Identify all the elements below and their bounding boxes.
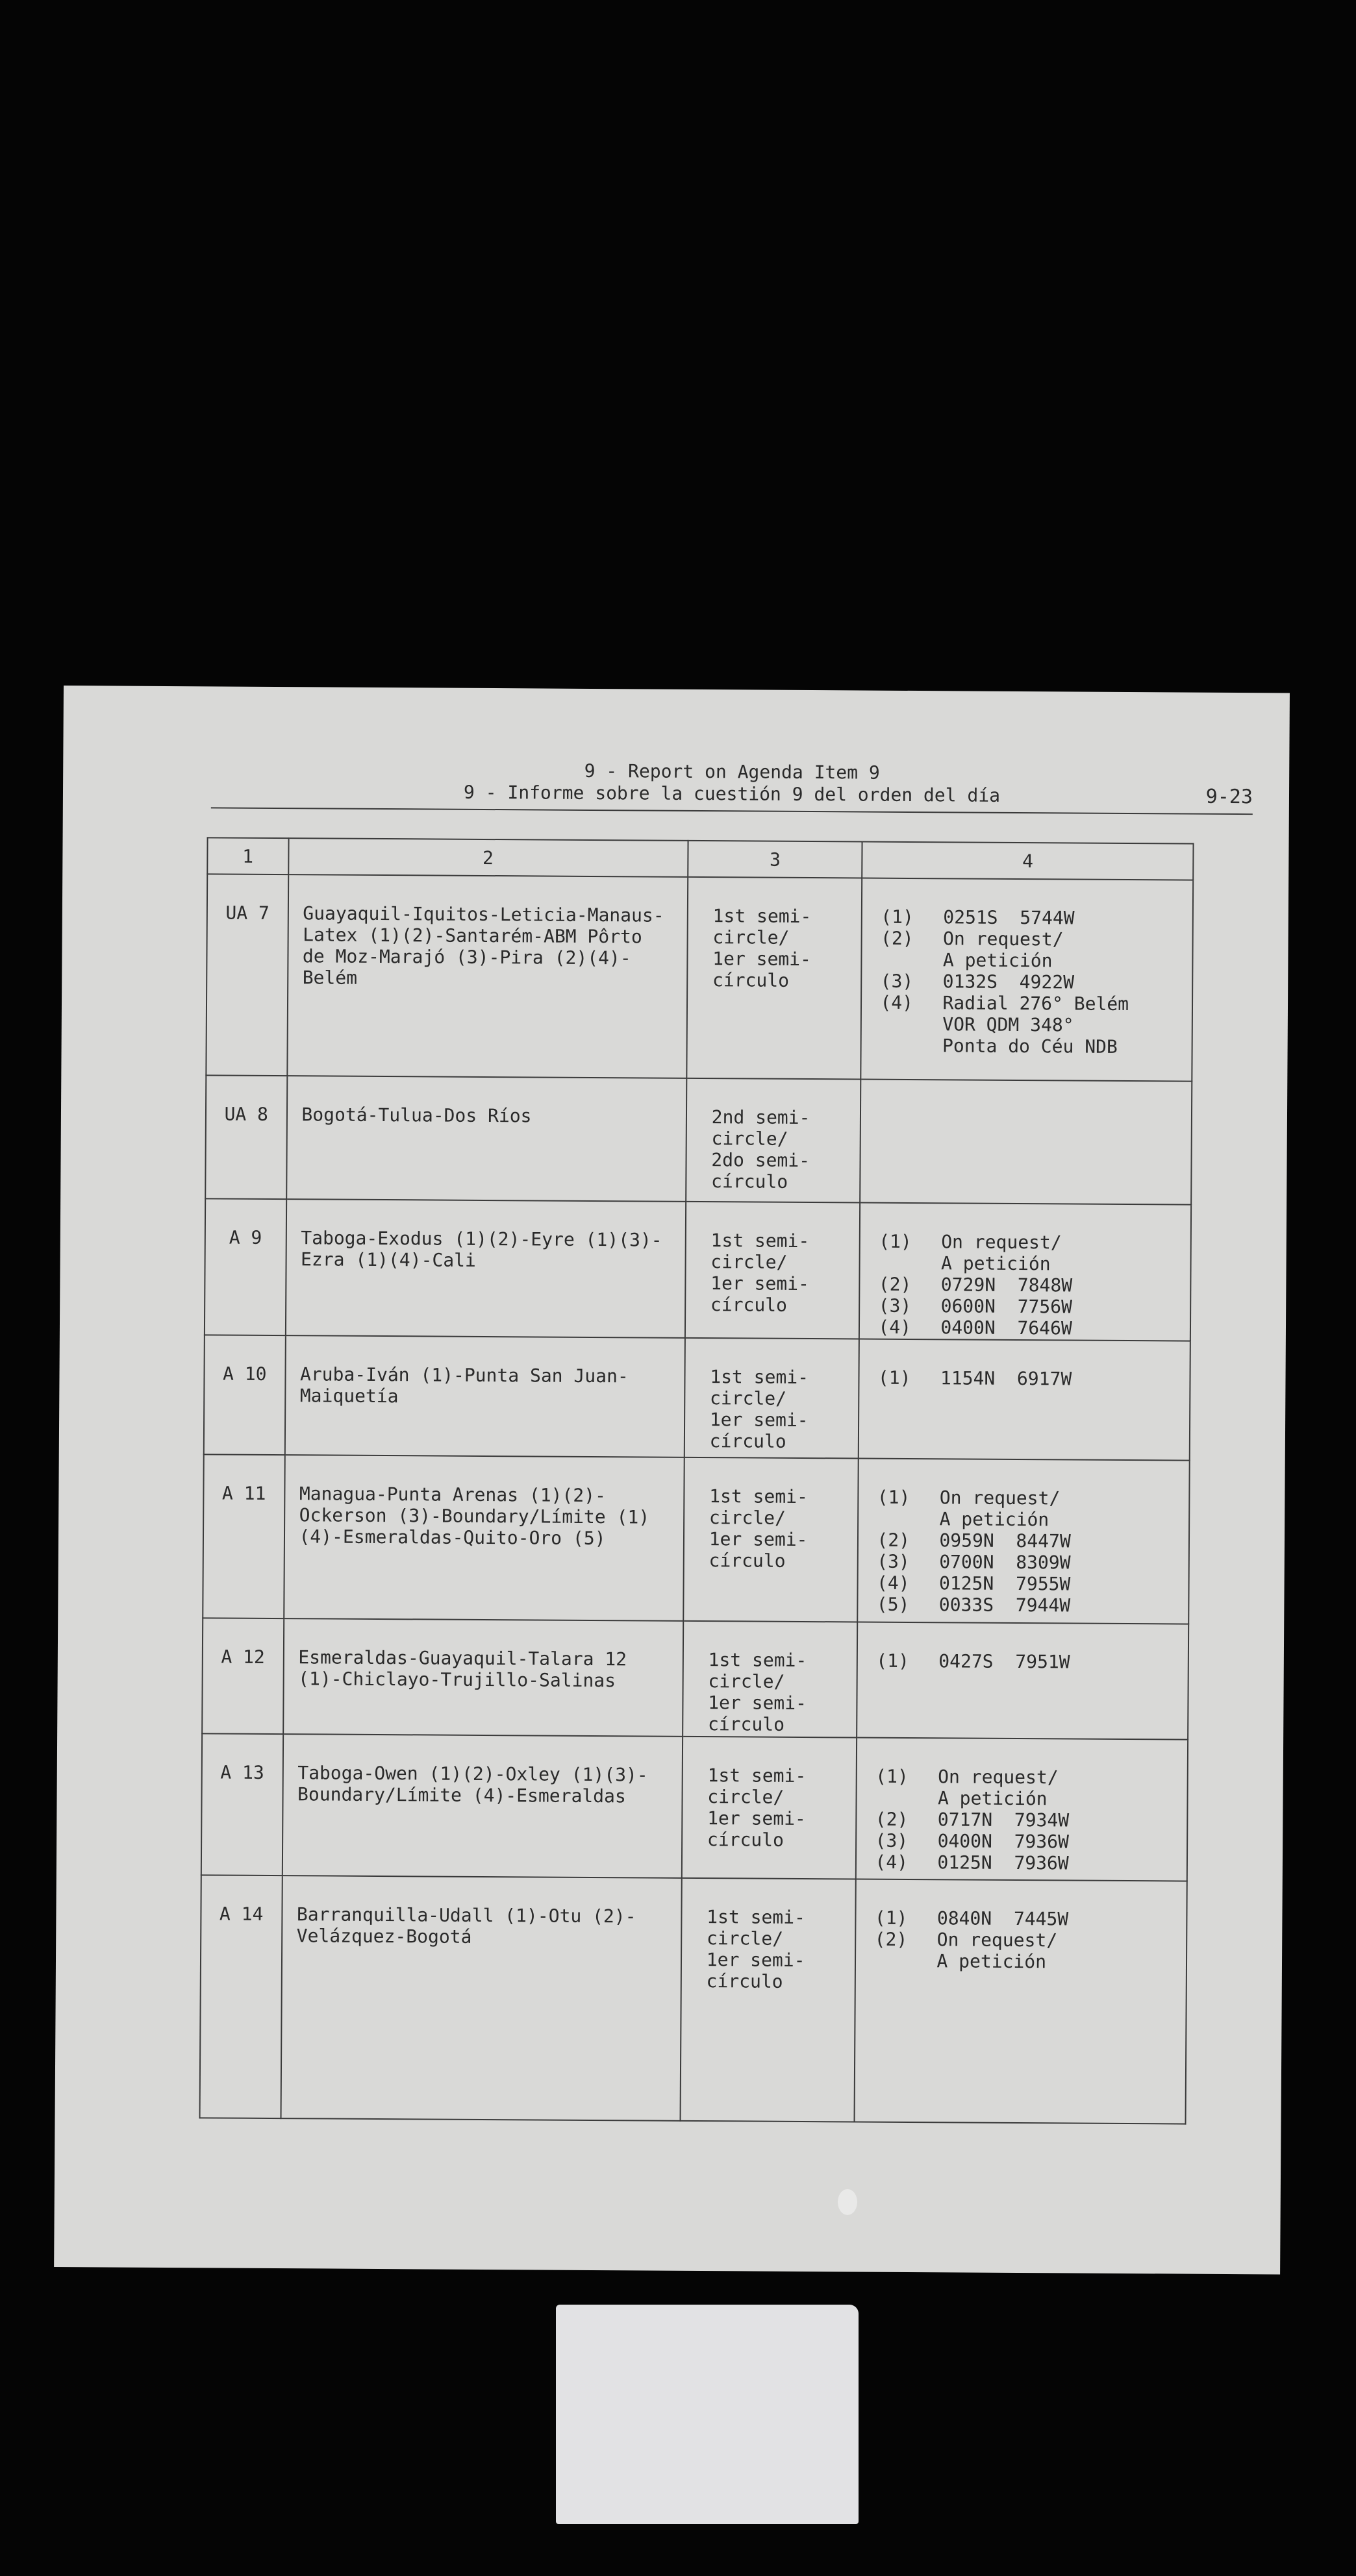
reporting-points (860, 1080, 1192, 1205)
route-line: Managua-Punta Arenas (1)(2)- (299, 1483, 607, 1507)
cruising-levels (682, 1737, 857, 1879)
routes-table (199, 837, 1194, 2124)
table-header-row (207, 837, 1193, 880)
route-description (284, 1335, 684, 1457)
cruising-levels (680, 1878, 856, 2122)
point-text: 0125N 7936W (937, 1852, 1069, 1874)
point-entry (875, 1929, 1183, 1952)
column-header: 4 (862, 842, 1194, 880)
point-number: (2) (881, 927, 914, 950)
semicircle-line: 1er semi- (709, 1409, 809, 1431)
point-text: 0251S 5744W (943, 906, 1075, 929)
point-text: 0033S 7944W (938, 1594, 1071, 1616)
point-entry (875, 1907, 1183, 1931)
point-entry (875, 1852, 1183, 1875)
semicircle-line: 1er semi- (706, 1949, 805, 1972)
cruising-levels (686, 877, 862, 1080)
point-number: (2) (874, 1928, 908, 1950)
reporting-points (859, 1203, 1191, 1341)
point-number: (4) (876, 1572, 910, 1594)
point-text: A petición (937, 1787, 1048, 1810)
semicircle-line: círculo (711, 1170, 788, 1193)
reporting-points (861, 878, 1193, 1082)
route-designator: A 12 (202, 1618, 284, 1734)
point-entry (879, 1274, 1186, 1297)
point-number (880, 1013, 942, 1035)
route-description (285, 1199, 686, 1338)
column-header: 3 (688, 841, 862, 878)
point-number: (1) (881, 906, 914, 928)
semicircle-line: 1st semi- (712, 905, 812, 928)
point-text: 0427S 7951W (938, 1650, 1070, 1673)
semicircle-line: círculo (707, 1829, 785, 1851)
point-text: On request/ (938, 1766, 1059, 1789)
point-number: (1) (879, 1230, 912, 1252)
semicircle-line: 1st semi- (707, 1906, 806, 1929)
cruising-levels (684, 1338, 860, 1459)
point-text: On request/ (941, 1231, 1062, 1254)
route-line: Belém (302, 967, 358, 989)
route-line: Guayaquil-Iquitos-Leticia-Manaus- (303, 902, 664, 926)
cruising-levels (686, 1078, 861, 1203)
route-line: (4)-Esmeraldas-Quito-Oro (5) (299, 1526, 606, 1550)
route-line: Taboga-Owen (1)(2)-Oxley (1)(3)- (297, 1762, 648, 1786)
point-text: 0125N 7955W (938, 1572, 1071, 1595)
point-number: (1) (876, 1650, 909, 1672)
point-number: (1) (877, 1367, 911, 1389)
point-entry (877, 1508, 1185, 1531)
point-number (879, 1252, 941, 1274)
point-text: On request/ (936, 1929, 1058, 1951)
point-text: 1154N 6917W (940, 1367, 1072, 1390)
semicircle-line: 1er semi- (710, 1272, 809, 1295)
point-text: 0700N 8309W (939, 1551, 1071, 1574)
route-line: de Moz-Marajó (3)-Pira (2)(4)- (302, 945, 631, 969)
point-text: A petición (940, 1252, 1051, 1275)
point-entry (877, 1551, 1185, 1574)
point-number: (5) (876, 1593, 910, 1615)
semicircle-line: 1st semi- (709, 1485, 808, 1508)
route-designator: A 11 (203, 1454, 284, 1618)
point-number: (2) (878, 1273, 912, 1295)
point-number: (4) (875, 1851, 909, 1873)
point-entry (877, 1530, 1185, 1553)
point-entry (880, 1013, 1188, 1037)
semicircle-line: círculo (706, 1970, 783, 1992)
point-entry (877, 1594, 1185, 1617)
point-entry (878, 1367, 1186, 1391)
semicircle-line: circle/ (709, 1507, 786, 1529)
route-description (283, 1618, 683, 1737)
semicircle-line: círculo (709, 1550, 786, 1572)
point-number (875, 1787, 938, 1809)
point-text: 0400N 7646W (940, 1317, 1072, 1339)
point-text: 0959N 8447W (939, 1530, 1071, 1552)
route-line: Aruba-Iván (1)-Punta San Juan- (299, 1363, 629, 1387)
reporting-points (856, 1737, 1188, 1881)
header-title-english: 9 - Report on Agenda Item 9 (584, 760, 880, 784)
point-entry (879, 1295, 1186, 1319)
point-text: 0840N 7445W (936, 1907, 1069, 1930)
semicircle-line: circle/ (708, 1670, 785, 1692)
point-entry (880, 992, 1188, 1015)
semicircle-line: circle/ (709, 1387, 787, 1409)
point-entry (874, 1950, 1182, 1974)
point-entry (875, 1766, 1183, 1789)
semicircle-line: circle/ (706, 1927, 784, 1950)
route-line: Latex (1)(2)-Santarém-ABM Pôrto (303, 924, 642, 948)
route-designator: UA 7 (206, 874, 288, 1076)
semicircle-line: círculo (710, 1294, 788, 1316)
route-line: Esmeraldas-Guayaquil-Talara 12 (298, 1646, 627, 1670)
table-row (203, 1454, 1190, 1624)
point-number: (1) (877, 1486, 910, 1508)
table-row (201, 1733, 1188, 1881)
route-designator: UA 8 (205, 1075, 287, 1199)
route-line: Bogotá-Tulua-Dos Ríos (301, 1104, 532, 1127)
semicircle-line: circle/ (707, 1786, 785, 1808)
semicircle-line: 2nd semi- (711, 1106, 810, 1129)
route-line: Ezra (1)(4)-Cali (301, 1248, 476, 1271)
route-line: Ockerson (3)-Boundary/Límite (1) (299, 1504, 650, 1528)
table-row (206, 874, 1193, 1081)
table-body (200, 874, 1194, 2124)
point-text: Radial 276° Belém (942, 992, 1129, 1015)
point-text: 0132S 4922W (942, 971, 1075, 993)
point-text: A petición (936, 1950, 1047, 1973)
table-row (205, 1075, 1192, 1204)
semicircle-line: circle/ (710, 1251, 788, 1273)
point-number: (2) (875, 1808, 909, 1830)
cruising-levels (685, 1202, 860, 1339)
point-number (880, 1035, 942, 1057)
point-entry (877, 1487, 1185, 1510)
semicircle-line: 1er semi- (712, 948, 812, 971)
blank-paper-slip (556, 2305, 859, 2524)
reporting-points (858, 1459, 1190, 1624)
point-number: (4) (880, 991, 914, 1013)
point-entry (878, 1317, 1186, 1340)
point-entry (881, 906, 1188, 930)
semicircle-line: circle/ (712, 926, 790, 948)
point-entry (875, 1809, 1183, 1832)
point-number (877, 1508, 940, 1530)
route-designator: A 9 (205, 1198, 286, 1335)
document-page (54, 686, 1290, 2274)
route-description (281, 1876, 682, 2121)
semicircle-line: círculo (712, 969, 790, 991)
point-entry (877, 1572, 1185, 1596)
semicircle-line: círculo (707, 1713, 785, 1735)
point-entry (879, 1252, 1186, 1276)
paper-blemish (838, 2189, 857, 2215)
semicircle-line: 1st semi- (708, 1649, 807, 1672)
point-number (881, 949, 943, 971)
point-text: On request/ (943, 928, 1064, 950)
column-header: 1 (207, 837, 288, 874)
semicircle-line: 1st semi- (710, 1366, 809, 1389)
route-line: Velázquez-Bogotá (296, 1925, 472, 1948)
column-header: 2 (288, 838, 688, 877)
point-text: 0600N 7756W (940, 1295, 1073, 1318)
point-entry (881, 949, 1188, 972)
semicircle-line: 2do semi- (711, 1149, 810, 1172)
point-entry (876, 1650, 1184, 1674)
route-line: Barranquilla-Udall (1)-Otu (2)- (296, 1903, 636, 1927)
point-text: A petición (939, 1508, 1049, 1531)
reporting-points (859, 1339, 1190, 1461)
point-entry (881, 971, 1188, 994)
point-number (874, 1950, 936, 1972)
point-number: (3) (880, 970, 914, 992)
route-line: (1)-Chiclayo-Trujillo-Salinas (298, 1668, 616, 1692)
header-title-spanish: 9 - Informe sobre la cuestión 9 del orden del día (463, 781, 1001, 806)
point-text: 0729N 7848W (940, 1274, 1073, 1296)
semicircle-line: 1st semi- (707, 1765, 807, 1787)
route-designator: A 10 (204, 1335, 286, 1455)
semicircle-line: 1st semi- (710, 1230, 810, 1252)
route-description (282, 1734, 683, 1878)
page-number: 9-23 (1205, 785, 1253, 809)
table-row (202, 1618, 1188, 1739)
route-line: Boundary/Límite (4)-Esmeraldas (297, 1783, 626, 1807)
point-entry (875, 1830, 1183, 1853)
route-designator: A 13 (201, 1733, 283, 1876)
point-number: (4) (878, 1316, 912, 1338)
point-text: 0717N 7934W (937, 1809, 1070, 1831)
table-row (204, 1335, 1190, 1460)
reporting-points (855, 1879, 1187, 2124)
page-header (211, 758, 1253, 808)
semicircle-line: 1er semi- (708, 1692, 807, 1715)
point-number: (3) (878, 1294, 912, 1317)
point-text: 0400N 7936W (937, 1830, 1070, 1853)
point-entry (875, 1787, 1183, 1811)
point-number: (1) (875, 1765, 909, 1787)
route-description (284, 1455, 684, 1621)
point-text: VOR QDM 348° (942, 1013, 1074, 1036)
header-rule (211, 807, 1253, 815)
reporting-points (857, 1622, 1189, 1739)
cruising-levels (683, 1457, 859, 1622)
point-text: A petición (942, 949, 1053, 972)
semicircle-line: 1er semi- (707, 1807, 806, 1830)
semicircle-line: circle/ (711, 1128, 788, 1150)
table-row (200, 1875, 1187, 2124)
point-number: (2) (877, 1529, 910, 1551)
semicircle-line: círculo (709, 1430, 786, 1452)
route-description (286, 1076, 686, 1202)
point-number: (3) (877, 1550, 910, 1572)
route-designator: A 14 (200, 1875, 282, 2118)
point-text: On request/ (939, 1487, 1061, 1509)
point-number: (3) (875, 1829, 909, 1852)
point-entry (881, 928, 1188, 951)
point-text: Ponta do Céu NDB (942, 1035, 1118, 1058)
point-entry (879, 1231, 1186, 1254)
cruising-levels (683, 1621, 858, 1738)
point-number: (1) (874, 1907, 908, 1929)
route-description (287, 874, 688, 1078)
route-line: Maiquetía (299, 1385, 399, 1407)
table-row (205, 1198, 1191, 1341)
route-line: Taboga-Exodus (1)(2)-Eyre (1)(3)- (301, 1227, 662, 1251)
semicircle-line: 1er semi- (709, 1528, 808, 1551)
point-entry (880, 1035, 1188, 1058)
